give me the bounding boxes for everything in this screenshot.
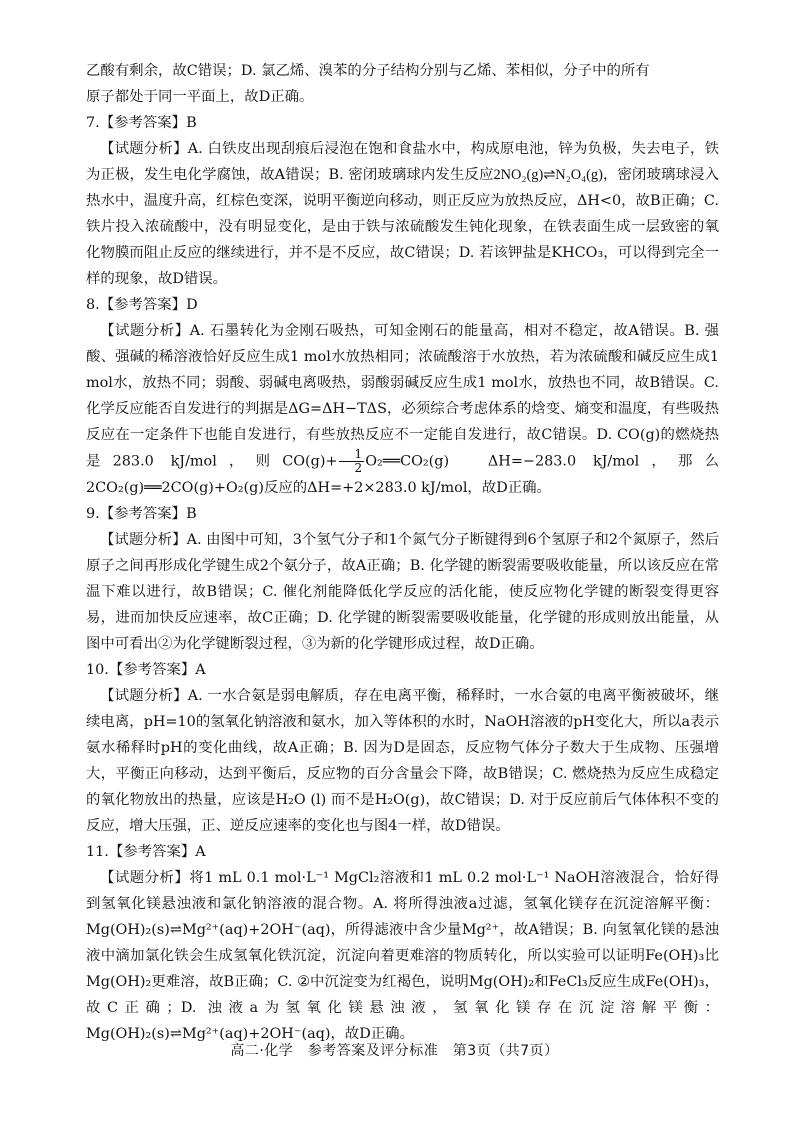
q8-analysis-part-a: 【试题分析】A. 石墨转化为金刚石吸热，可知金刚石的能量高，相对不稳定，故A错误。B. 强酸、强碱的稀溶液恰好反应生成1 mol水放热相同；浓硫酸溶于水放热，若为浓硫酸和碱反应生成1 mol水，放热不同；弱酸、弱碱电离吸热，弱酸弱碱反应生成1 mol水，放热也不同，故B错误。C. 化学反应能否自发进行的判据是ΔG=ΔH−TΔS，必须综合考虑体系的焓变、熵变和温度，有些吸热反应在一定条件下也能自发进行，有些放热反应不一定能自发进行，故C错误。D. CO(g)的燃烧热是283.0 kJ/mol，则CO(g)+ <box>86 323 719 470</box>
intro-line-2: 原子都处于同一平面上，故D正确。 <box>86 89 314 105</box>
q9-answer: 9.【参考答案】B <box>86 506 197 522</box>
fraction-denominator: 2 <box>354 461 363 475</box>
intro-line-1: 乙酸有剩余，故C错误；D. 氯乙烯、溴苯的分子结构分别与乙烯、苯相似，分子中的所有 <box>86 63 650 79</box>
q10-answer: 10.【参考答案】A <box>86 662 206 678</box>
q10-analysis: 【试题分析】A. 一水合氨是弱电解质，存在电离平衡，稀释时，一水合氨的电离平衡被破坏，继续电离，pH=10的氢氧化钠溶液和氨水，加入等体积的水时，NaOH溶液的pH变化大，所以a表示氨水稀释时pH的变化曲线，故A正确；B. 因为D是固态，反应物气体分子数大于生成物、压强增大，平衡正向移动，达到平衡后，反应物的百分含量会下降，故B错误；C. 燃烧热为反应生成稳定的氧化物放出的热量，应该是H₂O (l) 而不是H₂O(g)，故C错误；D. 对于反应前后气体体积不变的反应，增大压强，正、逆反应速率的变化也与图4一样，故D错误。 <box>86 688 719 834</box>
q7-analysis-part-b: ，密闭玻璃球浸入热水中，温度升高，红棕色变深，说明平衡逆向移动，则正反应为放热反应，ΔH<0，故B正确；C. 铁片投入浓硫酸中，没有明显变化，是由于铁与浓硫酸发生钝化现象，在铁表面生成一层致密的氧化物膜而阻止反应的继续进行，并不是不反应，故C错误；D. 若该钾盐是KHCO₃，可以得到完全一样的现象，故D错误。 <box>86 167 719 287</box>
q11-answer: 11.【参考答案】A <box>86 844 206 860</box>
fraction-numerator: 1 <box>339 448 365 462</box>
q7-analysis-part-a: 【试题分析】A. 白铁皮出现刮痕后浸泡在饱和食盐水中，构成原电池，锌为负极，失去电子，铁为正极，发生电化学腐蚀，故A错误；B. 密闭玻璃球内发生反应 <box>86 141 719 183</box>
q7-equation: 2NO₂(g)⇌N₂O₄(g) <box>493 167 603 183</box>
q8-answer: 8.【参考答案】D <box>86 297 198 313</box>
q8-analysis <box>86 318 719 501</box>
page-footer: 高二·化学 参考答案及评分标准 第3页（共7页） <box>230 1043 559 1059</box>
q7-answer: 7.【参考答案】B <box>86 115 197 131</box>
q11-analysis: 【试题分析】将1 mL 0.1 mol·L⁻¹ MgCl₂溶液和1 mL 0.2 mol·L⁻¹ NaOH溶液混合，恰好得到氢氧化镁悬浊液和氯化钠溶液的混合物。A. 将所得浊液a过滤，氢氧化镁存在沉淀溶解平衡：Mg(OH)₂(s)⇌Mg²⁺(aq)+2OH⁻(aq)，所得滤液中含少量Mg²⁺，故A错误；B. 向氢氧化镁的悬浊液中滴加氯化铁会生成氢氧化铁沉淀，沉淀向着更难溶的物质转化，所以实验可以证明Fe(OH)₃比Mg(OH)₂更难溶，故B正确；C. ②中沉淀变为红褐色，说明Mg(OH)₂和FeCl₃反应生成Fe(OH)₃，故C正确；D. 浊液a为氢氧化镁悬浊液，氢氧化镁存在沉淀溶解平衡：Mg(OH)₂(s)⇌Mg²⁺(aq)+2OH⁻(aq)，故D正确。 <box>86 870 719 1042</box>
half-fraction <box>339 448 365 475</box>
q9-analysis: 【试题分析】A. 由图中可知，3个氢气分子和1个氮气分子断键得到6个氢原子和2个氮原子，然后原子之间再形成化学键生成2个氨分子，故A正确；B. 化学键的断裂需要吸收能量，所以该反应在常温下难以进行，故B错误；C. 催化剂能降低化学反应的活化能，使反应物化学键的断裂变得更容易，进而加快反应速率，故C正确；D. 化学键的断裂需要吸收能量，化学键的形成则放出能量，从图中可看出②为化学键断裂过程，③为新的化学键形成过程，故D正确。 <box>86 532 719 652</box>
q8-analysis-part-b: O₂══CO₂(g) ΔH=−283.0 kJ/mol，那么2CO₂(g)══2CO(g)+O₂(g)反应的ΔH=+2×283.0 kJ/mol，故D正确。 <box>86 453 719 496</box>
q7-analysis <box>86 136 719 292</box>
